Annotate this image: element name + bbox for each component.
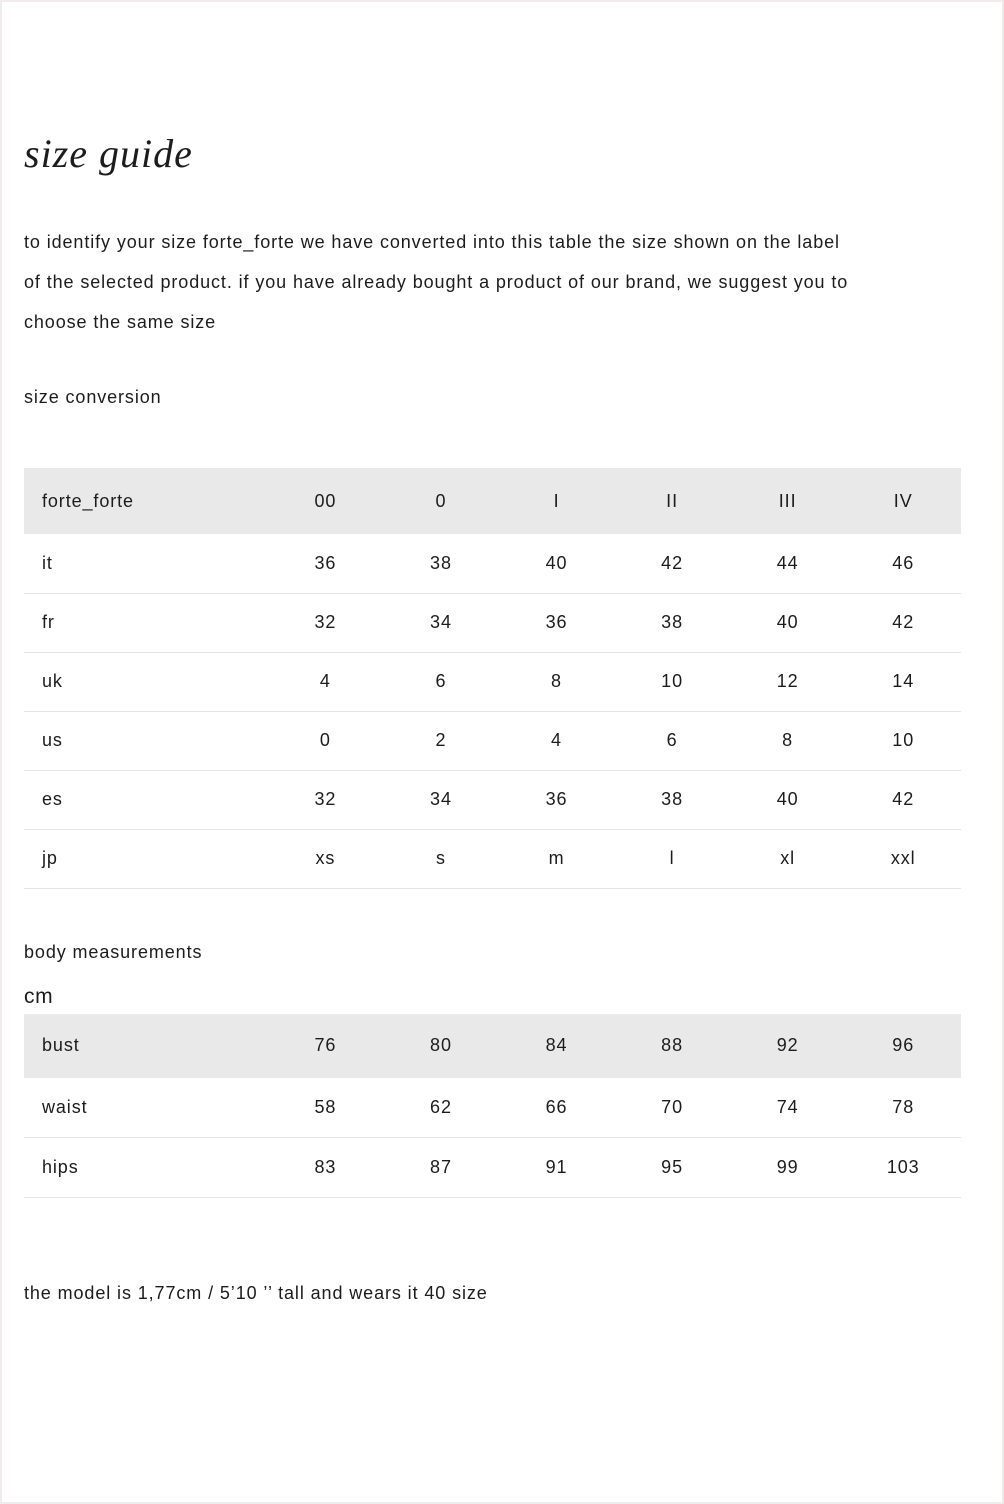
size-value: xs xyxy=(315,848,336,868)
measure-value: 87 xyxy=(430,1157,452,1177)
measure-value: 76 xyxy=(314,1035,337,1055)
size-row-fr xyxy=(24,593,961,652)
measure-value: 84 xyxy=(545,1035,568,1055)
size-value: 10 xyxy=(661,671,683,691)
size-value: 38 xyxy=(661,789,683,809)
row-label: bust xyxy=(42,1035,80,1055)
body-measurements-table xyxy=(24,1014,961,1199)
measure-value: 66 xyxy=(545,1096,568,1117)
size-value: 32 xyxy=(314,789,337,809)
size-value: 4 xyxy=(551,730,562,750)
measure-value: 103 xyxy=(886,1157,920,1177)
size-value: xxl xyxy=(890,848,916,868)
measure-value: 78 xyxy=(892,1096,915,1117)
size-value: 8 xyxy=(782,730,794,750)
size-value: 10 xyxy=(892,730,915,750)
size-value: 34 xyxy=(430,789,452,809)
size-value: 46 xyxy=(892,552,915,573)
size-value: 6 xyxy=(666,730,678,750)
size-value: s xyxy=(436,848,446,868)
size-row-es xyxy=(24,770,961,829)
size-col-header: 0 xyxy=(435,490,447,511)
measure-value: 83 xyxy=(314,1157,337,1177)
measure-value: 80 xyxy=(430,1035,452,1055)
intro-line: to identify your size forte_forte we have converted into this table the size shown on the label xyxy=(24,232,840,252)
size-value: 42 xyxy=(661,552,683,573)
row-label: uk xyxy=(42,671,63,691)
intro-text xyxy=(24,222,961,342)
measure-value: 91 xyxy=(545,1157,568,1177)
measure-value: 74 xyxy=(776,1096,799,1117)
row-label: it xyxy=(42,552,53,573)
size-value: 38 xyxy=(430,552,452,573)
size-col-header: IV xyxy=(893,490,913,511)
measure-value: 96 xyxy=(892,1035,915,1055)
size-conversion-header-row xyxy=(24,468,961,534)
size-value: m xyxy=(548,848,565,868)
measure-value: 58 xyxy=(314,1096,337,1117)
size-conversion-label: size conversion xyxy=(24,387,162,407)
page-title: size guide xyxy=(24,131,193,176)
size-col-header: II xyxy=(666,490,678,511)
intro-line: of the selected product. if you have already bought a product of our brand, we suggest you to xyxy=(24,272,849,292)
measure-row-hips xyxy=(24,1138,961,1198)
size-value: 40 xyxy=(776,789,799,809)
size-value: 40 xyxy=(545,552,568,573)
intro-line: choose the same size xyxy=(24,312,217,332)
size-value: 40 xyxy=(776,612,799,632)
size-value: 4 xyxy=(319,671,331,691)
size-col-header: III xyxy=(778,490,797,511)
row-label: jp xyxy=(42,848,58,868)
row-label: waist xyxy=(42,1096,88,1117)
unit-label: cm xyxy=(24,984,54,1008)
size-value: 36 xyxy=(545,612,568,632)
model-note: the model is 1,77cm / 5’10 ’’ tall and wears it 40 size xyxy=(24,1283,488,1303)
size-conversion-table xyxy=(24,468,961,889)
size-value: l xyxy=(669,848,675,868)
size-value: 42 xyxy=(892,612,915,632)
size-value: 0 xyxy=(319,730,331,750)
row-label: es xyxy=(42,789,63,809)
size-col-header: I xyxy=(553,490,560,511)
size-row-uk xyxy=(24,652,961,711)
measure-value: 99 xyxy=(776,1157,799,1177)
brand-label-cell: forte_forte xyxy=(42,490,134,511)
size-value: 8 xyxy=(551,671,562,691)
size-value: 38 xyxy=(661,612,683,632)
size-row-us xyxy=(24,711,961,770)
body-measurements-label: body measurements xyxy=(24,941,203,962)
measure-value: 95 xyxy=(661,1157,683,1177)
size-value: 44 xyxy=(776,552,799,573)
size-row-jp xyxy=(24,829,961,888)
size-value: 12 xyxy=(776,671,799,691)
measure-row-bust xyxy=(24,1014,961,1078)
size-value: 36 xyxy=(314,552,337,573)
size-value: 14 xyxy=(892,671,915,691)
row-label: us xyxy=(42,730,63,750)
row-label: fr xyxy=(42,612,55,632)
measure-value: 92 xyxy=(776,1035,799,1055)
size-value: 42 xyxy=(892,789,915,809)
size-col-header: 00 xyxy=(314,490,337,511)
measure-value: 70 xyxy=(661,1096,683,1117)
measure-value: 62 xyxy=(430,1096,452,1117)
row-label: hips xyxy=(42,1157,79,1177)
measure-row-waist xyxy=(24,1078,961,1138)
size-value: 2 xyxy=(435,730,447,750)
size-value: 36 xyxy=(545,789,568,809)
size-value: 34 xyxy=(430,612,452,632)
size-value: 32 xyxy=(314,612,337,632)
measure-value: 88 xyxy=(661,1035,683,1055)
size-value: xl xyxy=(780,848,796,868)
size-row-it xyxy=(24,534,961,593)
size-value: 6 xyxy=(435,671,447,691)
